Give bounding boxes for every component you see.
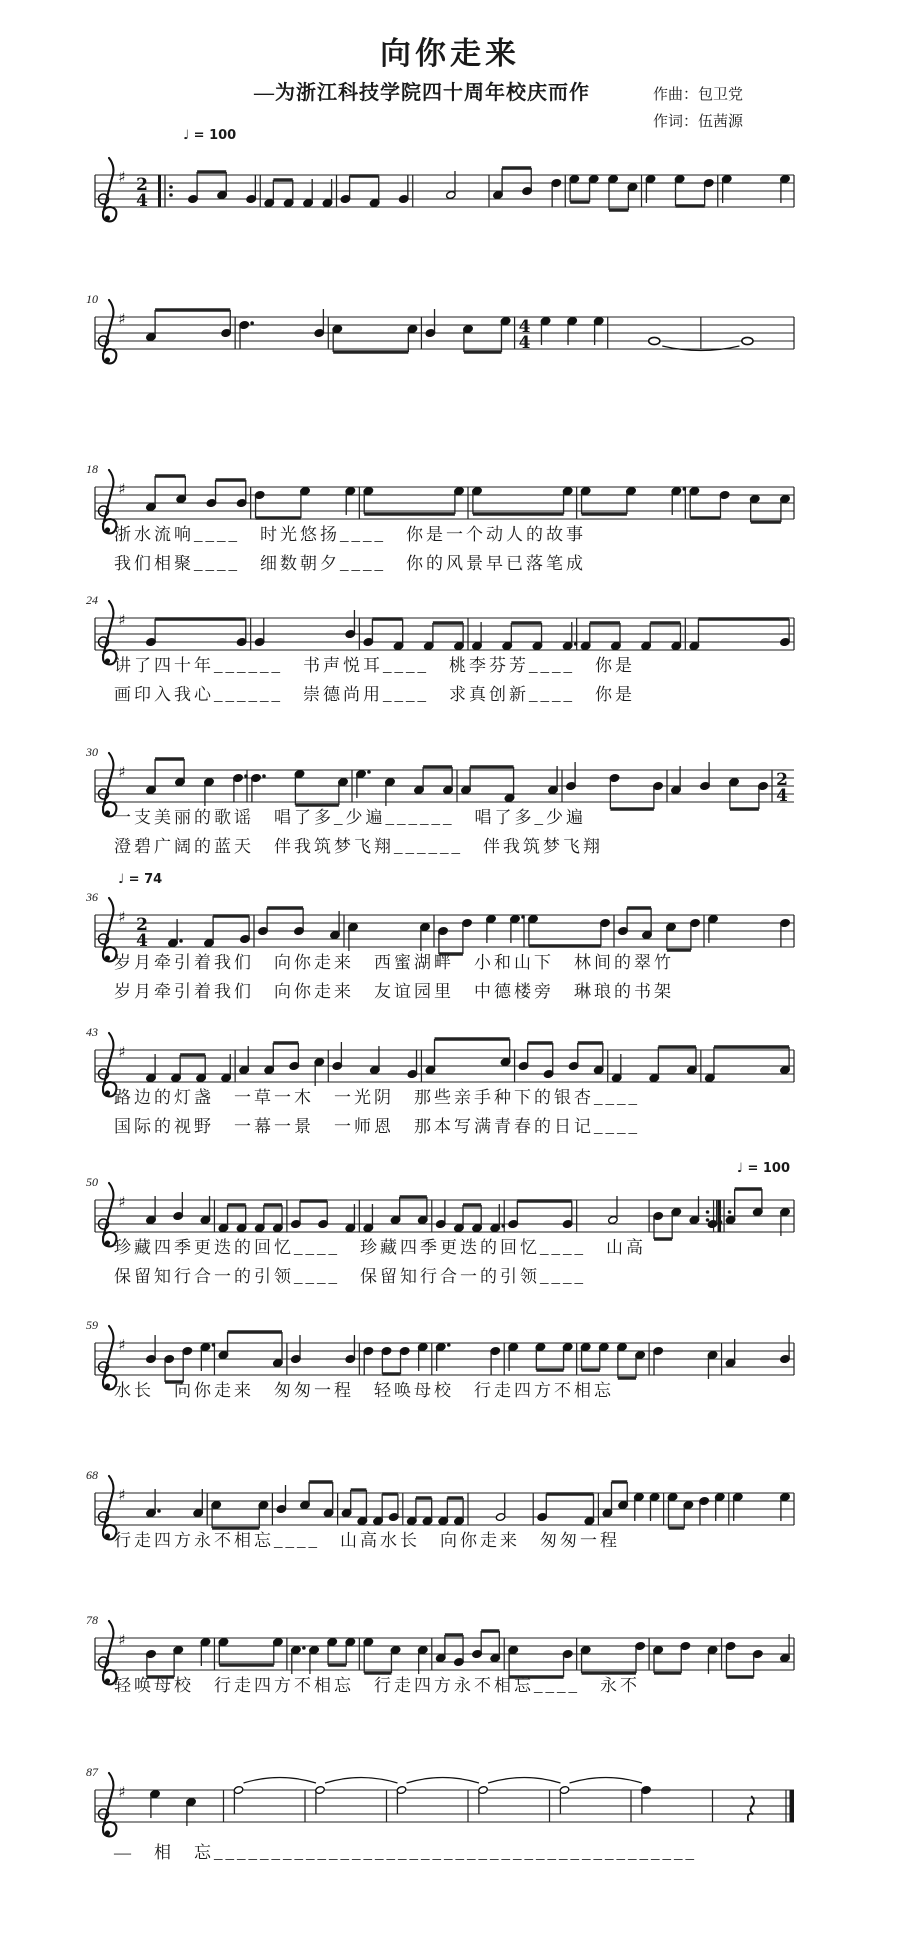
lyrics-block (114, 1233, 814, 1291)
staff-system (0, 1025, 900, 1178)
tempo-marking: ♩ = 74 (118, 872, 163, 887)
staff-notation (88, 295, 808, 387)
lyrics-block (114, 651, 814, 709)
lyric-line-1: 珍藏四季更迭的回忆____ 珍藏四季更迭的回忆____ 山高 (114, 1238, 646, 1257)
staff-system (0, 1765, 900, 1918)
staff-notation (88, 153, 808, 245)
svg-text:4: 4 (136, 931, 148, 951)
svg-text:♯: ♯ (118, 908, 126, 926)
svg-text:4: 4 (518, 333, 531, 353)
lyricist-credit: 作词：伍茜源 (653, 114, 744, 130)
lyrics-block (114, 1083, 814, 1141)
measure-number: 59 (86, 1318, 98, 1332)
measure-number: 68 (86, 1468, 98, 1482)
lyric-line-2: 保留知行合一的引领____ 保留知行合一的引领____ (114, 1267, 586, 1286)
svg-text:♯: ♯ (118, 1336, 126, 1354)
lyric-line-1: 浙水流响____ 时光悠扬____ 你是一个动人的故事 (114, 525, 586, 544)
svg-text:♯: ♯ (118, 1043, 126, 1061)
svg-text:4: 4 (776, 786, 788, 806)
lyric-line-1: 路边的灯盏 一草一木 一光阴 那些亲手种下的银杏____ (114, 1088, 640, 1107)
svg-text:2: 2 (136, 915, 148, 935)
svg-text:♯: ♯ (118, 611, 126, 629)
lyric-line-2: 画印入我心______ 崇德尚用____ 求真创新____ 你是 (114, 685, 635, 704)
measure-number: 43 (86, 1025, 98, 1039)
lyric-line-1: 轻唤母校 行走四方不相忘 行走四方永不相忘____ 永不 (114, 1676, 640, 1695)
svg-text:♯: ♯ (118, 1193, 126, 1211)
svg-text:4: 4 (518, 317, 531, 337)
svg-text:4: 4 (136, 191, 148, 211)
measure-number: 78 (86, 1613, 98, 1627)
tempo-marking: ♩ = 100 (183, 128, 237, 143)
staff-system (0, 292, 900, 445)
svg-text:♯: ♯ (118, 168, 126, 186)
measure-number: 36 (86, 890, 98, 904)
lyric-line-2: 我们相聚____ 细数朝夕____ 你的风景早已落笔成 (114, 554, 586, 573)
lyric-line-1: — 相 忘__________________________________________ (114, 1843, 697, 1862)
svg-text:♯: ♯ (118, 1631, 126, 1649)
lyrics-block (114, 803, 814, 861)
lyric-line-1: 岁月牵引着我们 向你走来 西蜜湖畔 小和山下 林间的翠竹 (114, 953, 674, 972)
lyrics-block (114, 1376, 814, 1405)
lyric-line-2: 国际的视野 一幕一景 一师恩 那本写满青春的日记____ (114, 1117, 640, 1136)
lyric-line-1: 水长 向你走来 匆匆一程 轻唤母校 行走四方不相忘 (114, 1381, 614, 1400)
staff-system (0, 1318, 900, 1471)
measure-number: 10 (86, 292, 98, 306)
lyrics-block (114, 1671, 814, 1700)
credits-block (653, 82, 743, 136)
staff-system (0, 593, 900, 746)
song-title: 向你走来 (380, 36, 520, 71)
lyrics-block (114, 520, 814, 578)
lyric-line-1: 行走四方永不相忘____ 山高水长 向你走来 匆匆一程 (114, 1531, 620, 1550)
lyric-line-1: 讲了四十年______ 书声悦耳____ 桃李芬芳____ 你是 (114, 656, 635, 675)
svg-text:♯: ♯ (118, 480, 126, 498)
svg-text:♯: ♯ (118, 1783, 126, 1801)
svg-text:2: 2 (776, 770, 788, 790)
tempo-marking: ♩ = 100 (736, 1161, 790, 1176)
svg-text:2: 2 (136, 175, 148, 195)
staff-system (0, 872, 900, 1043)
staff-system (0, 128, 900, 303)
svg-text:♯: ♯ (118, 763, 126, 781)
measure-number: 30 (86, 745, 98, 759)
lyric-line-2: 澄碧广阔的蓝天 伴我筑梦飞翔______ 伴我筑梦飞翔 (114, 837, 603, 856)
staff-system (0, 462, 900, 615)
lyrics-block (114, 1526, 814, 1555)
lyric-line-1: 一支美丽的歌谣 唱了多_少遍______ 唱了多_少遍 (114, 808, 586, 827)
song-subtitle: —为浙江科技学院四十周年校庆而作 (254, 82, 590, 104)
measure-number: 50 (86, 1175, 98, 1189)
measure-number: 24 (86, 593, 98, 607)
svg-text:♯: ♯ (118, 1486, 126, 1504)
staff-system (0, 1468, 900, 1621)
measure-number: 18 (86, 462, 98, 476)
lyrics-block (114, 1838, 814, 1867)
lyrics-block (114, 948, 814, 1006)
staff-system (0, 1161, 900, 1328)
lyric-line-2: 岁月牵引着我们 向你走来 友谊园里 中德楼旁 琳琅的书架 (114, 982, 674, 1001)
staff-system (0, 1613, 900, 1766)
composer-credit: 作曲：包卫党 (653, 87, 744, 103)
measure-number: 87 (86, 1765, 98, 1779)
svg-text:♯: ♯ (118, 310, 126, 328)
